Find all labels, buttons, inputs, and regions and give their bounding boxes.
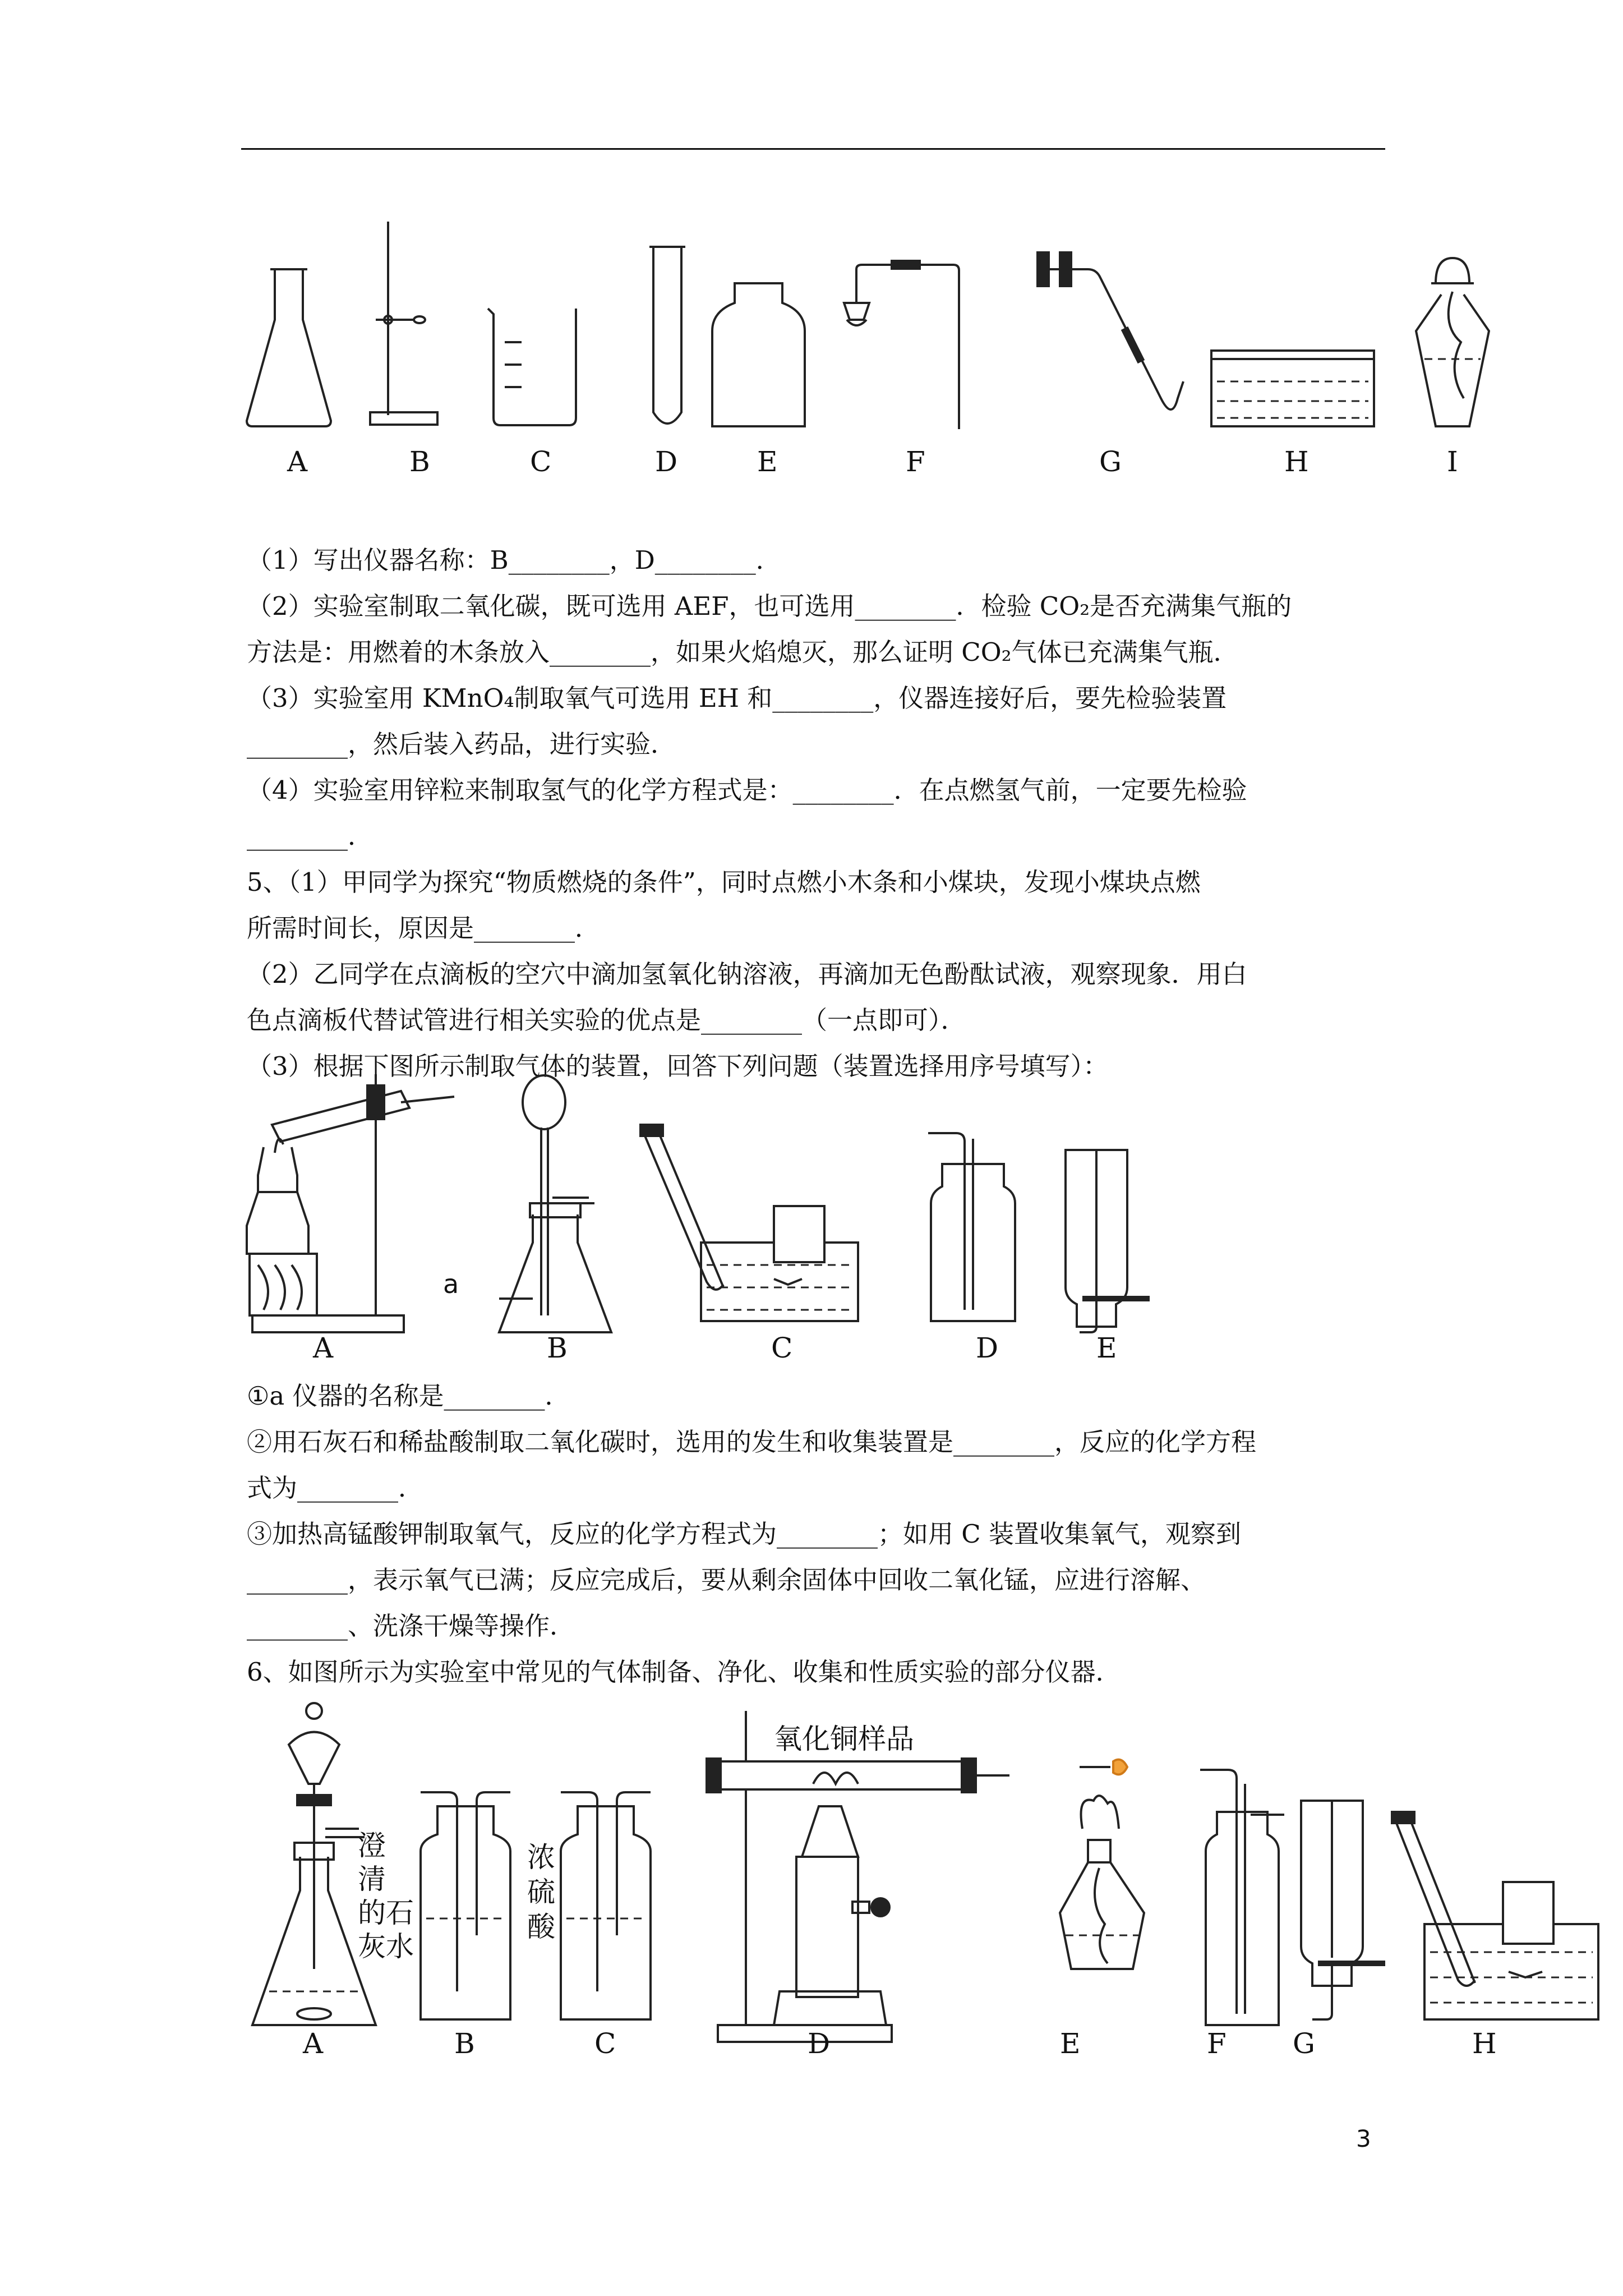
q4-line-5: ________，然后装入药品，进行实验． — [247, 729, 676, 759]
fig3-label-A: A — [303, 2027, 324, 2060]
q4-line-2: （2）实验室制取二氧化碳，既可选用 AEF，也可选用________．检验 CO₂是否充满集气瓶的 — [247, 591, 1292, 621]
limewater-char-1: 澄 — [358, 1829, 386, 1862]
q4-line-3: 方法是：用燃着的木条放入________，如果火焰熄灭，那么证明 CO₂气体已充满集气瓶． — [247, 637, 1239, 667]
generator-B — [499, 1075, 611, 1332]
q5b-line-6: ________、洗涤干燥等操作． — [247, 1611, 575, 1641]
page-number: 3 — [1356, 2125, 1371, 2152]
alcohol-lamp-I — [1416, 258, 1489, 426]
combustion-apparatus-D — [707, 1711, 1009, 2042]
fig1-label-H: H — [1284, 445, 1309, 478]
stopper-tube-F — [844, 261, 959, 429]
figure-1-labels — [241, 438, 1458, 482]
q5b-line-3: 式为________． — [247, 1473, 424, 1503]
gas-jar-E — [712, 283, 805, 426]
acid-label — [527, 1840, 555, 1944]
fig1-label-F: F — [906, 445, 925, 478]
label-a-pointer — [241, 1265, 459, 1310]
q4-line-1: （1）写出仪器名称：B________，D________． — [247, 545, 781, 575]
q5-line-3: （2）乙同学在点滴板的空穴中滴加氢氧化钠溶液，再滴加无色酚酞试液，观察现象．用白 — [247, 959, 1247, 989]
wash-bottle-B — [421, 1792, 510, 2019]
inverted-bottle-E — [1066, 1150, 1150, 1332]
header-rule — [241, 148, 1385, 150]
fig1-label-C: C — [530, 445, 552, 478]
water-trough-H — [1211, 351, 1374, 426]
acid-char-2: 硫 — [527, 1876, 555, 1908]
fig1-label-I: I — [1447, 445, 1458, 478]
q4-line-4: （3）实验室用 KMnO₄制取氧气可选用 EH 和________，仪器连接好后，要先检验装置 — [247, 683, 1227, 713]
fig3-label-H: H — [1472, 2027, 1497, 2060]
question-5b-text — [247, 1373, 1380, 1695]
water-collection-C — [640, 1125, 858, 1321]
generator-A — [252, 1703, 376, 2025]
gas-bottle-F — [1200, 1770, 1284, 2025]
water-trough-H — [1392, 1812, 1598, 2019]
q5-line-4: 色点滴板代替试管进行相关实验的优点是________（一点即可）． — [247, 1005, 966, 1035]
fig2-label-A: A — [313, 1332, 334, 1364]
fig3-label-G: G — [1293, 2027, 1315, 2060]
wash-bottle-C — [561, 1792, 651, 2019]
acid-char-1: 浓 — [527, 1841, 555, 1874]
fig2-label-C: C — [771, 1332, 793, 1364]
fig1-label-G: G — [1099, 445, 1122, 478]
q5-line-2: 所需时间长，原因是________． — [247, 913, 601, 943]
q5b-line-5: ________，表示氧气已满；反应完成后，要从剩余固体中回收二氧化锰，应进行溶解、 — [247, 1565, 1206, 1595]
limewater-char-4: 灰水 — [358, 1930, 414, 1963]
q5b-line-1: ①a 仪器的名称是________． — [247, 1381, 570, 1411]
q5b-line-2: ②用石灰石和稀盐酸制取二氧化碳时，选用的发生和收集装置是________，反应的化学方程 — [247, 1427, 1257, 1457]
question-4-text — [247, 537, 1380, 1089]
figure-apparatus-set-3 — [241, 1700, 1610, 2047]
stopper-tube-G — [1038, 252, 1183, 409]
acid-char-3: 酸 — [527, 1911, 555, 1943]
limewater-label — [358, 1829, 414, 1963]
q4-line-7: ________． — [247, 821, 374, 851]
fig3-label-E: E — [1060, 2027, 1081, 2060]
fig1-label-B: B — [409, 445, 430, 478]
q5-line-1: 5、（1）甲同学为探究“物质燃烧的条件”，同时点燃小木条和小煤块，发现小煤块点燃 — [247, 867, 1201, 897]
fig1-label-E: E — [757, 445, 778, 478]
limewater-char-3: 的石 — [358, 1897, 414, 1929]
fig2-label-B: B — [547, 1332, 568, 1364]
gas-bottle-D — [928, 1133, 1015, 1321]
copper-oxide-sample-label: 氧化铜样品 — [774, 1723, 914, 1755]
q4-line-6: （4）实验室用锌粒来制取氢气的化学方程式是：________．在点燃氢气前，一定要先检验 — [247, 775, 1247, 805]
fig3-label-C: C — [594, 2027, 616, 2060]
q5-line-5: （3）根据下图所示制取气体的装置，回答下列问题（装置选择用序号填写）： — [247, 1051, 1109, 1081]
figure-3-labels — [241, 2019, 1610, 2064]
test-tube-D — [649, 247, 685, 424]
conical-flask-A — [247, 269, 331, 426]
q6-line-1: 6、如图所示为实验室中常见的气体制备、净化、收集和性质实验的部分仪器． — [247, 1657, 1121, 1687]
fig2-label-E: E — [1096, 1332, 1117, 1364]
beaker-C — [488, 309, 576, 425]
q5b-line-4: ③加热高锰酸钾制取氧气，反应的化学方程式为________；如用 C 装置收集氧气，观察到 — [247, 1519, 1242, 1549]
fig1-label-A: A — [287, 445, 308, 478]
fig3-label-F: F — [1207, 2027, 1227, 2060]
fig1-label-D: D — [655, 445, 678, 478]
fig3-label-B: B — [454, 2027, 475, 2060]
inverted-bottle-G — [1301, 1801, 1385, 2019]
iron-stand-B — [370, 222, 437, 425]
limewater-char-2: 清 — [358, 1863, 386, 1895]
label-a: a — [443, 1269, 459, 1299]
alcohol-lamp-E — [1060, 1760, 1144, 1969]
fig2-label-D: D — [976, 1332, 999, 1364]
figure-2-labels — [241, 1324, 1195, 1369]
fig3-label-D: D — [808, 2027, 831, 2060]
